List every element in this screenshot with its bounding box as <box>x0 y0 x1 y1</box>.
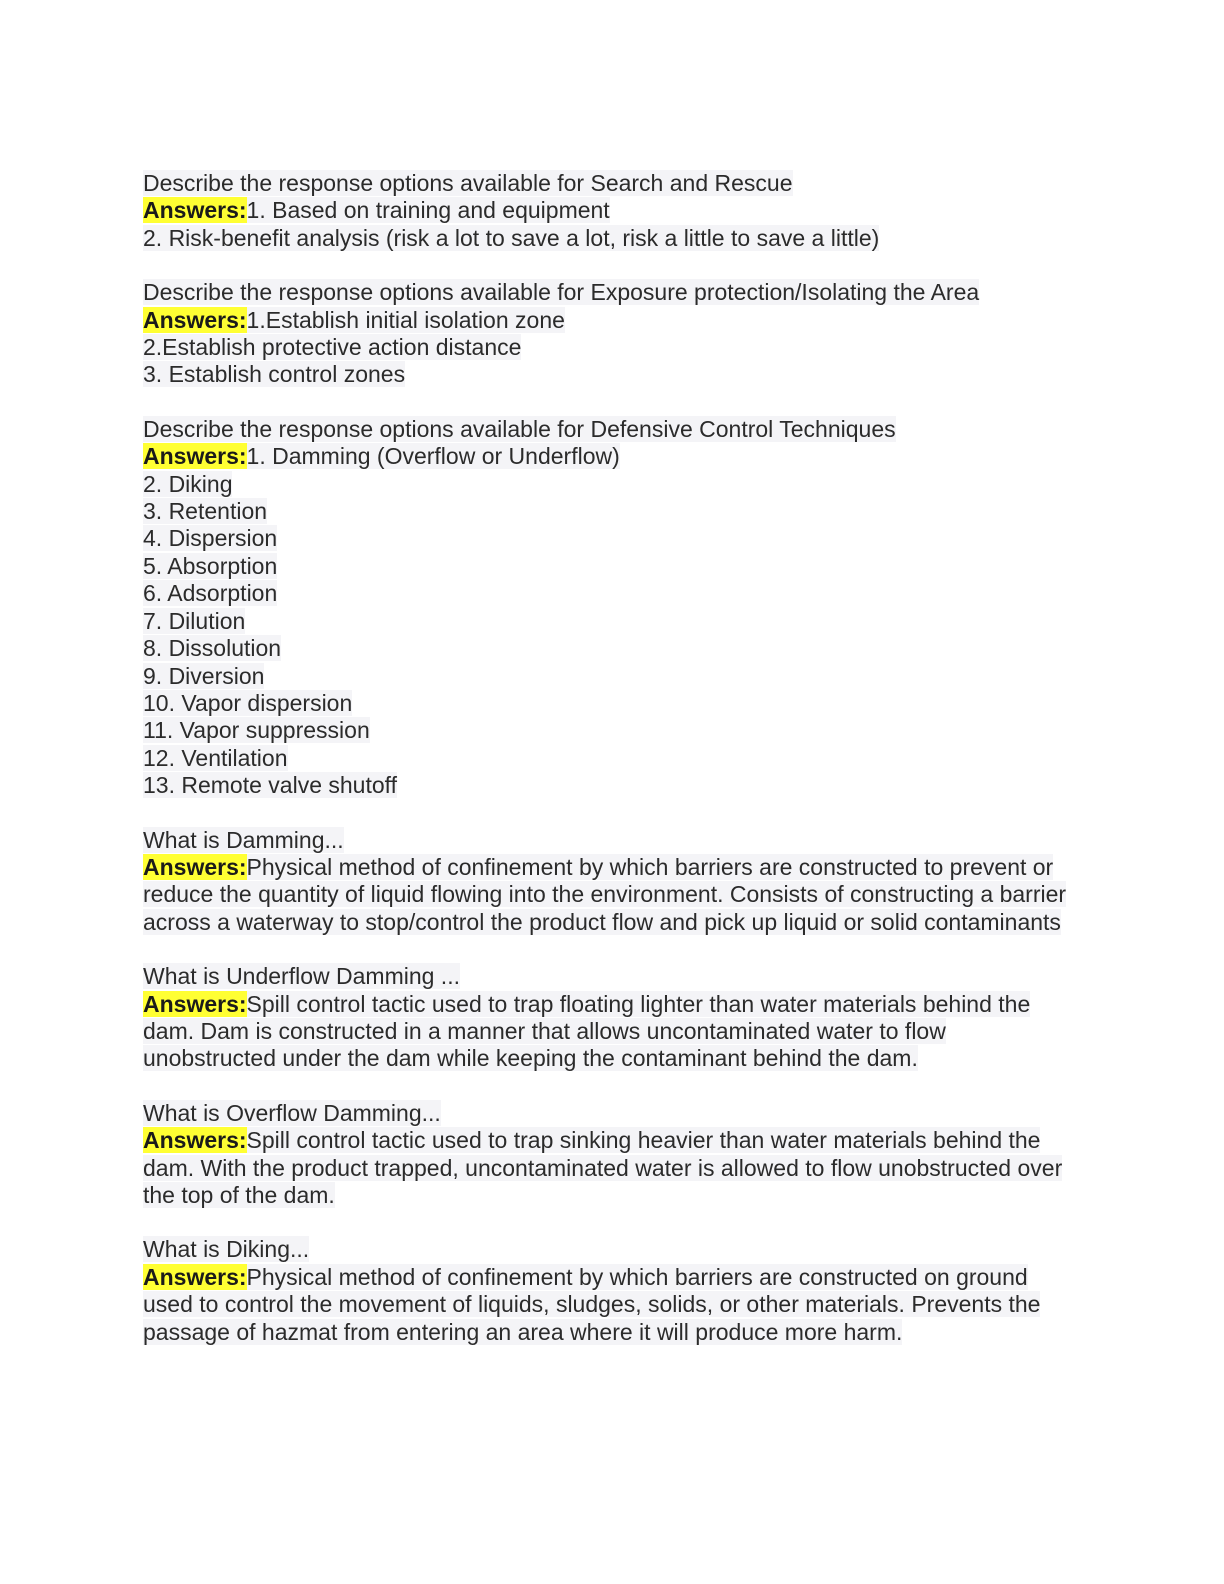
question: What is Overflow Damming... <box>143 1099 441 1126</box>
qa-item-underflow-damming <box>143 963 1083 1073</box>
answer-line: 3. Establish control zones <box>143 361 406 388</box>
answer-line: 2.Establish protective action distance <box>143 334 522 361</box>
qa-item-exposure-protection <box>143 279 1083 389</box>
qa-item-damming <box>143 827 1083 937</box>
answer-line: 2. Diking <box>143 470 233 497</box>
qa-item-overflow-damming <box>143 1100 1083 1210</box>
answer-paragraph: Answers:Spill control tactic used to trap sinking heavier than water materials behind the dam. With the product trapped, uncontaminated water is allowed to flow unobstructed over the top of the dam. <box>143 1127 1063 1208</box>
qa-item-diking <box>143 1236 1083 1346</box>
answer-line: Answers:1.Establish initial isolation zone <box>143 306 565 333</box>
question: What is Underflow Damming ... <box>143 963 460 990</box>
answers-label: Answers: <box>143 853 247 880</box>
answer-line: 7. Dilution <box>143 607 246 634</box>
answer-line: 10. Vapor dispersion <box>143 689 353 716</box>
qa-item-defensive-control <box>143 416 1083 800</box>
answer-line: Answers:1. Based on training and equipment <box>143 197 610 224</box>
answer-line: 9. Diversion <box>143 662 265 689</box>
answers-label: Answers: <box>143 443 247 470</box>
question: What is Diking... <box>143 1236 310 1263</box>
answers-label: Answers: <box>143 990 247 1017</box>
answer-line: 6. Adsorption <box>143 580 278 607</box>
answer-paragraph: Answers:Physical method of confinement by which barriers are constructed on ground used to control the movement of liquids, sludges, solids, or other materials. Prevents the passage of hazmat from entering an area where it will produce more harm. <box>143 1263 1041 1345</box>
answer-line: 13. Remote valve shutoff <box>143 772 397 799</box>
answer-line: 3. Retention <box>143 498 268 525</box>
question: Describe the response options available for Search and Rescue <box>143 170 793 196</box>
answer-paragraph: Answers:Spill control tactic used to trap floating lighter than water materials behind the dam. Dam is constructed in a manner that allows uncontaminated water to flow unobstructed under the dam while keeping the contaminant behind the dam. <box>143 990 1031 1072</box>
answer-line: 12. Ventilation <box>143 744 288 771</box>
answer-line: 4. Dispersion <box>143 525 278 552</box>
document-page <box>143 170 1083 1373</box>
answer-line: 2. Risk-benefit analysis (risk a lot to save a lot, risk a little to save a little) <box>143 224 880 251</box>
question: Describe the response options available for Exposure protection/Isolating the Area <box>143 279 980 306</box>
qa-item-search-rescue <box>143 170 1083 252</box>
answer-line: Answers:1. Damming (Overflow or Underflow) <box>143 443 620 470</box>
question: What is Damming... <box>143 826 344 853</box>
question: Describe the response options available for Defensive Control Techniques <box>143 415 896 442</box>
answers-label: Answers: <box>143 1263 247 1290</box>
answer-line: 8. Dissolution <box>143 635 282 662</box>
answer-paragraph: Answers:Physical method of confinement by which barriers are constructed to prevent or reduce the quantity of liquid flowing into the environment. Consists of constructing a barrier across a waterway to stop/control the product flow and pick up liquid or solid contaminants <box>143 853 1067 935</box>
answer-line: 5. Absorption <box>143 552 278 579</box>
answer-line: 11. Vapor suppression <box>143 717 370 744</box>
answers-label: Answers: <box>143 197 247 224</box>
answers-label: Answers: <box>143 306 247 333</box>
answers-label: Answers: <box>143 1127 247 1154</box>
